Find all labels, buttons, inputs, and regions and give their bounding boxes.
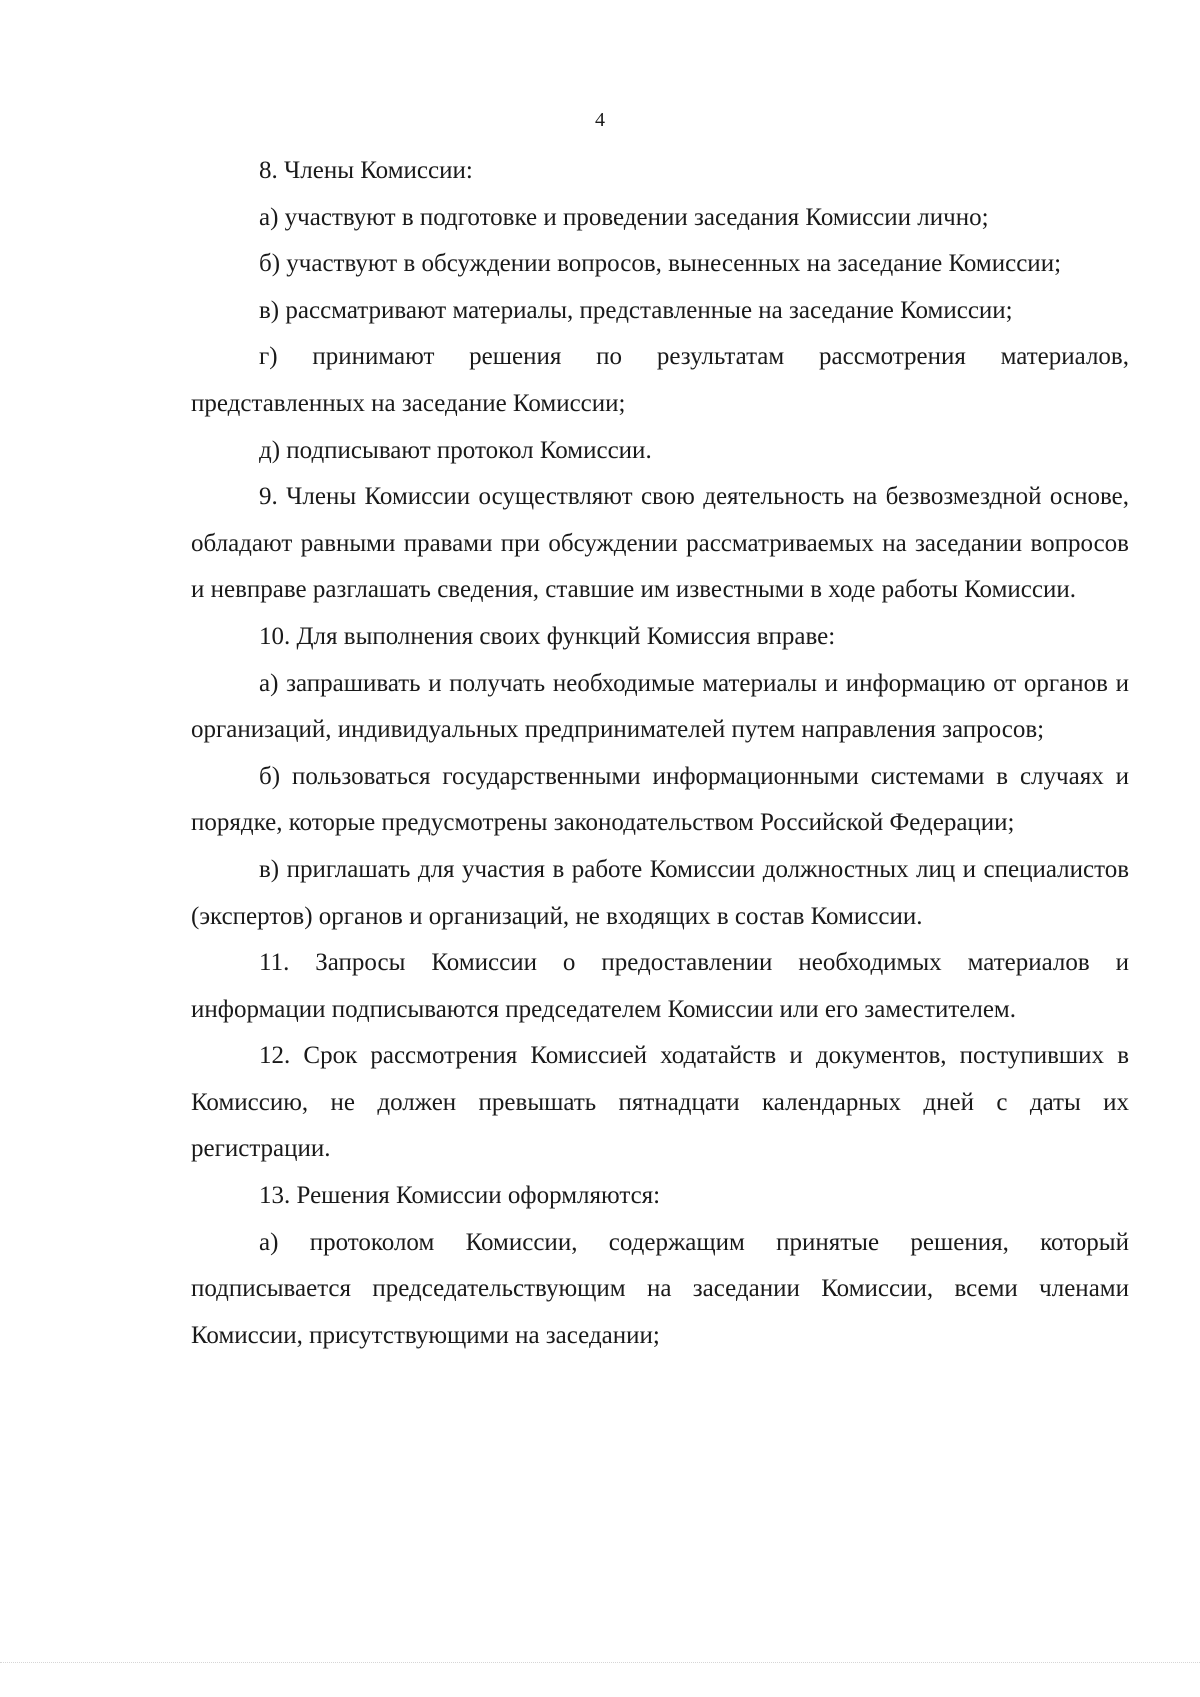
paragraph-11: 11. Запросы Комиссии о предоставлении необходимых материалов и информации подписываются председателем Комиссии или его заместителем. <box>191 949 1129 1023</box>
paragraph-9: 9. Члены Комиссии осуществляют свою деятельность на безвозмездной основе, обладают равными правами при обсуждении рассматриваемых на заседании вопросов и невправе разглашать сведения, ставшие им известными в ходе работы Комиссии. <box>191 483 1129 604</box>
document-body <box>191 148 1129 1359</box>
paragraph-12: 12. Срок рассмотрения Комиссией ходатайств и документов, поступивших в Комиссию, не должен превышать пятнадцати календарных дней с даты их регистрации. <box>191 1042 1129 1163</box>
paragraph-8v: в) рассматривают материалы, представленные на заседание Комиссии; <box>259 296 1013 324</box>
paragraph-8-heading: 8. Члены Комиссии: <box>259 157 473 184</box>
paragraph-10-heading: 10. Для выполнения своих функций Комиссия вправе: <box>259 622 836 650</box>
scan-bottom-edge <box>0 1662 1200 1663</box>
paragraph-8b: б) участвуют в обсуждении вопросов, вынесенных на заседание Комиссии; <box>259 250 1062 278</box>
paragraph-13a: а) протоколом Комиссии, содержащим принятые решения, который подписывается председательствующим на заседании Комиссии, всеми членами Комиссии, присутствующими на заседании; <box>191 1228 1129 1349</box>
paragraph-10a: а) запрашивать и получать необходимые материалы и информацию от органов и организаций, индивидуальных предпринимателей путем направления запросов; <box>191 669 1129 744</box>
paragraph-10v: в) приглашать для участия в работе Комиссии должностных лиц и специалистов (экспертов) органов и организаций, не входящих в состав Комиссии. <box>191 855 1129 930</box>
paragraph-8d: д) подписывают протокол Комиссии. <box>259 436 652 464</box>
page-number: 4 <box>595 109 605 131</box>
paragraph-8a: а) участвуют в подготовке и проведении заседания Комиссии лично; <box>259 203 989 231</box>
paragraph-13-heading: 13. Решения Комиссии оформляются: <box>259 1182 661 1210</box>
paragraph-8g: г) принимают решения по результатам рассмотрения материалов, представленных на заседание Комиссии; <box>191 343 1129 417</box>
paragraph-10b: б) пользоваться государственными информационными системами в случаях и порядке, которые предусмотрены законодательством Российской Федерации; <box>191 762 1129 837</box>
